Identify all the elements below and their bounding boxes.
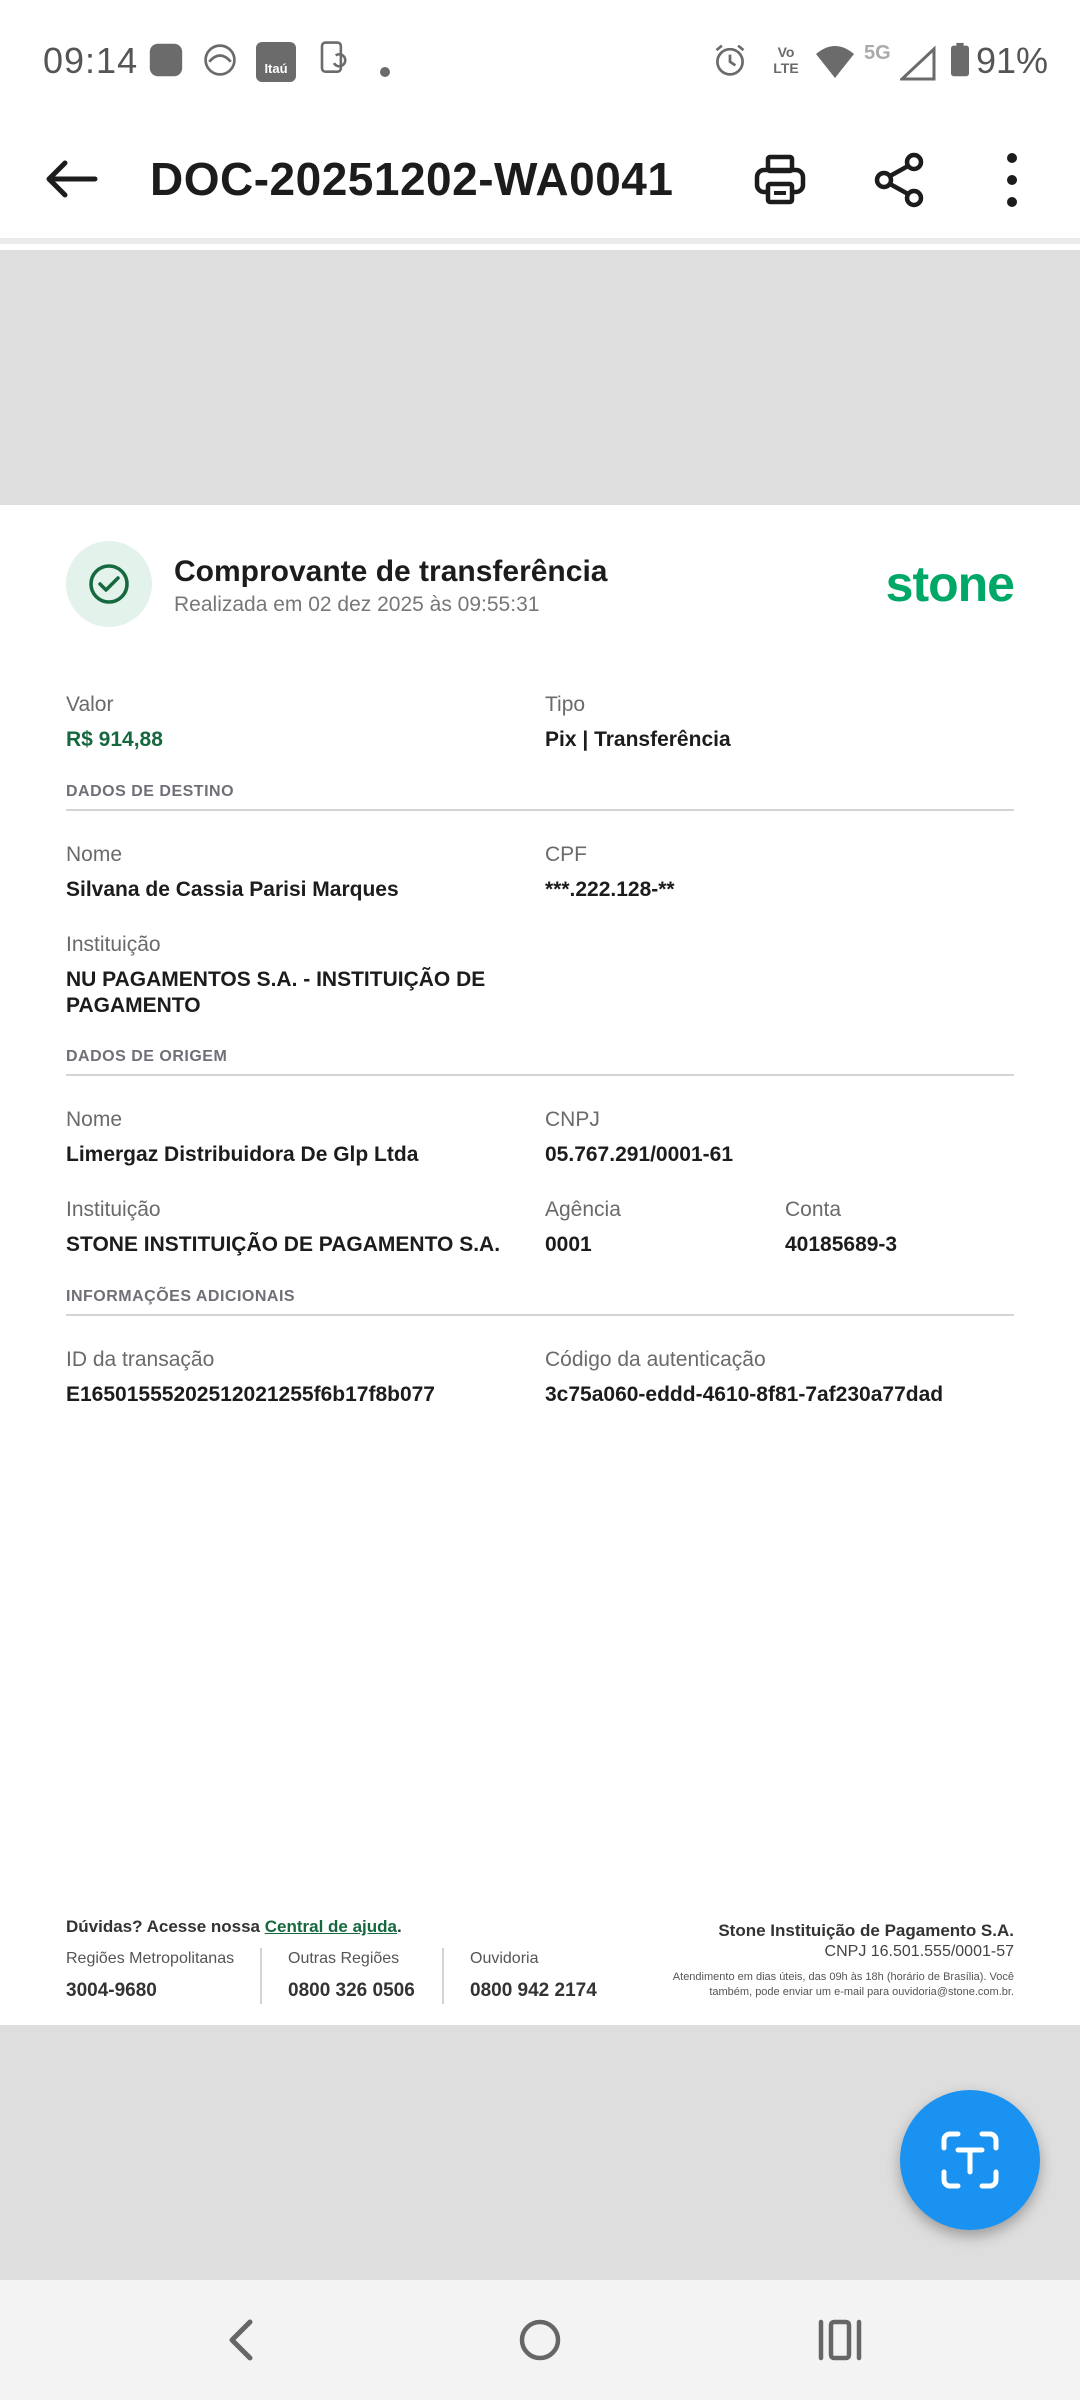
origem-conta-field xyxy=(785,1198,897,1258)
contact-label: Ouvidoria xyxy=(470,1950,539,1967)
app-icon xyxy=(200,42,240,78)
contact-label: Regiões Metropolitanas xyxy=(66,1950,235,1967)
valor-field xyxy=(66,693,163,753)
nav-back-icon xyxy=(220,2316,260,2364)
field-value: 3c75a060-eddd-4610-8f81-7af230a77dad xyxy=(545,1383,944,1406)
field-value: STONE INSTITUIÇÃO DE PAGAMENTO S.A. xyxy=(66,1233,501,1256)
text-scan-button[interactable] xyxy=(900,2090,1040,2230)
field-value: E16501555202512021255f6b17f8b077 xyxy=(66,1383,435,1406)
back-button[interactable] xyxy=(36,144,106,214)
origem-nome-field xyxy=(66,1108,418,1168)
navigation-bar xyxy=(0,2280,1080,2400)
origem-agencia-field xyxy=(545,1198,621,1258)
section-title: DADOS DE ORIGEM xyxy=(66,1048,228,1065)
receipt-date: Realizada em 02 dez 2025 às 09:55:31 xyxy=(174,593,540,616)
field-label: ID da transação xyxy=(66,1348,215,1371)
nav-recents-icon xyxy=(816,2318,864,2362)
section-title: DADOS DE DESTINO xyxy=(66,783,235,800)
origem-cnpj-field xyxy=(545,1108,733,1168)
check-circle-icon xyxy=(86,561,132,607)
tipo-value: Pix | Transferência xyxy=(545,728,731,751)
field-value: 40185689-3 xyxy=(785,1233,898,1256)
contact-other-regions xyxy=(288,1950,415,2002)
print-icon xyxy=(752,152,808,208)
app-icon xyxy=(146,42,186,78)
help-center-link[interactable]: Central de ajuda xyxy=(264,1917,398,1936)
field-label: Código da autenticação xyxy=(545,1348,766,1371)
section-origem xyxy=(66,1048,1014,1076)
help-prefix: Dúvidas? Acesse nossa xyxy=(66,1917,265,1936)
back-arrow-icon xyxy=(43,159,99,199)
nav-back-button[interactable] xyxy=(200,2300,280,2380)
footer-divider xyxy=(442,1948,444,2004)
company-name: Stone Instituição de Pagamento S.A. xyxy=(718,1921,1014,1940)
network-type: 5G xyxy=(864,42,891,64)
stone-logo: stone xyxy=(885,556,1014,612)
footer-divider xyxy=(260,1948,262,2004)
battery-icon xyxy=(948,42,972,78)
field-value: 0001 xyxy=(545,1233,592,1256)
service-hours-line: Atendimento em dias úteis, das 09h às 18h (horário de Brasília). Você xyxy=(672,1971,1014,1983)
wifi-icon xyxy=(814,44,856,80)
tipo-label: Tipo xyxy=(545,693,586,716)
help-suffix: . xyxy=(397,1917,402,1936)
alarm-icon xyxy=(710,42,750,78)
section-adicionais xyxy=(66,1288,1014,1316)
value-line: NU PAGAMENTOS S.A. - INSTITUIÇÃO DE xyxy=(66,968,486,991)
sync-icon xyxy=(316,40,352,76)
value-line: PAGAMENTO xyxy=(66,994,201,1017)
field-value: Silvana de Cassia Parisi Marques xyxy=(66,878,399,901)
field-value: ***.222.128-** xyxy=(545,878,675,901)
app-bar xyxy=(0,120,1080,244)
share-button[interactable] xyxy=(862,142,938,218)
section-destino xyxy=(66,783,1014,811)
field-value: Limergaz Distribuidora De Glp Ltda xyxy=(66,1143,419,1166)
document-page xyxy=(0,505,1080,2025)
contact-phone: 0800 326 0506 xyxy=(288,1980,415,2001)
viewer-background xyxy=(0,250,1080,505)
auth-code-field xyxy=(545,1348,943,1408)
destino-nome-field xyxy=(66,843,399,903)
field-label: Instituição xyxy=(66,933,161,956)
field-value: 05.767.291/0001-61 xyxy=(545,1143,734,1166)
volte-icon: Vo LTE xyxy=(773,44,799,76)
status-bar xyxy=(0,0,1080,120)
nav-recents-button[interactable] xyxy=(800,2300,880,2380)
field-label: CNPJ xyxy=(545,1108,600,1131)
text-scan-icon xyxy=(938,2128,1002,2192)
battery-level: 91% xyxy=(976,40,1049,81)
contact-phone: 0800 942 2174 xyxy=(470,1980,597,2001)
field-value xyxy=(66,967,485,1019)
field-label: Nome xyxy=(66,843,123,866)
more-options-button[interactable] xyxy=(982,142,1042,218)
transaction-id-field xyxy=(66,1348,435,1408)
field-label: Instituição xyxy=(66,1198,161,1221)
nav-home-button[interactable] xyxy=(500,2300,580,2380)
print-button[interactable] xyxy=(742,142,818,218)
destino-instituicao-field xyxy=(66,933,485,1019)
contact-ombudsman xyxy=(470,1950,597,2002)
receipt-heading: Comprovante de transferência xyxy=(174,555,608,588)
field-label: Agência xyxy=(545,1198,621,1221)
field-label: Conta xyxy=(785,1198,842,1221)
more-vert-icon xyxy=(1002,152,1022,208)
origem-instituicao-field xyxy=(66,1198,500,1258)
page-title: DOC-20251202-WA0041 xyxy=(150,153,674,205)
valor-label: Valor xyxy=(66,693,114,716)
service-hours-line: também, pode enviar um e-mail para ouvidoria@stone.com.br. xyxy=(709,1986,1014,1998)
nav-home-icon xyxy=(516,2316,564,2364)
status-time: 09:14 xyxy=(43,40,139,81)
destino-cpf-field xyxy=(545,843,675,903)
itau-icon: Itaú xyxy=(256,42,296,82)
contact-label: Outras Regiões xyxy=(288,1950,400,1967)
signal-icon xyxy=(900,46,936,82)
contact-metropolitan xyxy=(66,1950,234,2002)
success-badge xyxy=(66,541,152,627)
dot-icon xyxy=(378,54,392,90)
contact-phone: 3004-9680 xyxy=(66,1980,157,2001)
field-label: CPF xyxy=(545,843,587,866)
help-text xyxy=(66,1917,402,1937)
tipo-field xyxy=(545,693,731,753)
field-label: Nome xyxy=(66,1108,123,1131)
share-icon xyxy=(872,152,928,208)
company-cnpj: CNPJ 16.501.555/0001-57 xyxy=(824,1943,1014,1960)
section-title: INFORMAÇÕES ADICIONAIS xyxy=(66,1288,296,1305)
valor-value: R$ 914,88 xyxy=(66,728,163,751)
